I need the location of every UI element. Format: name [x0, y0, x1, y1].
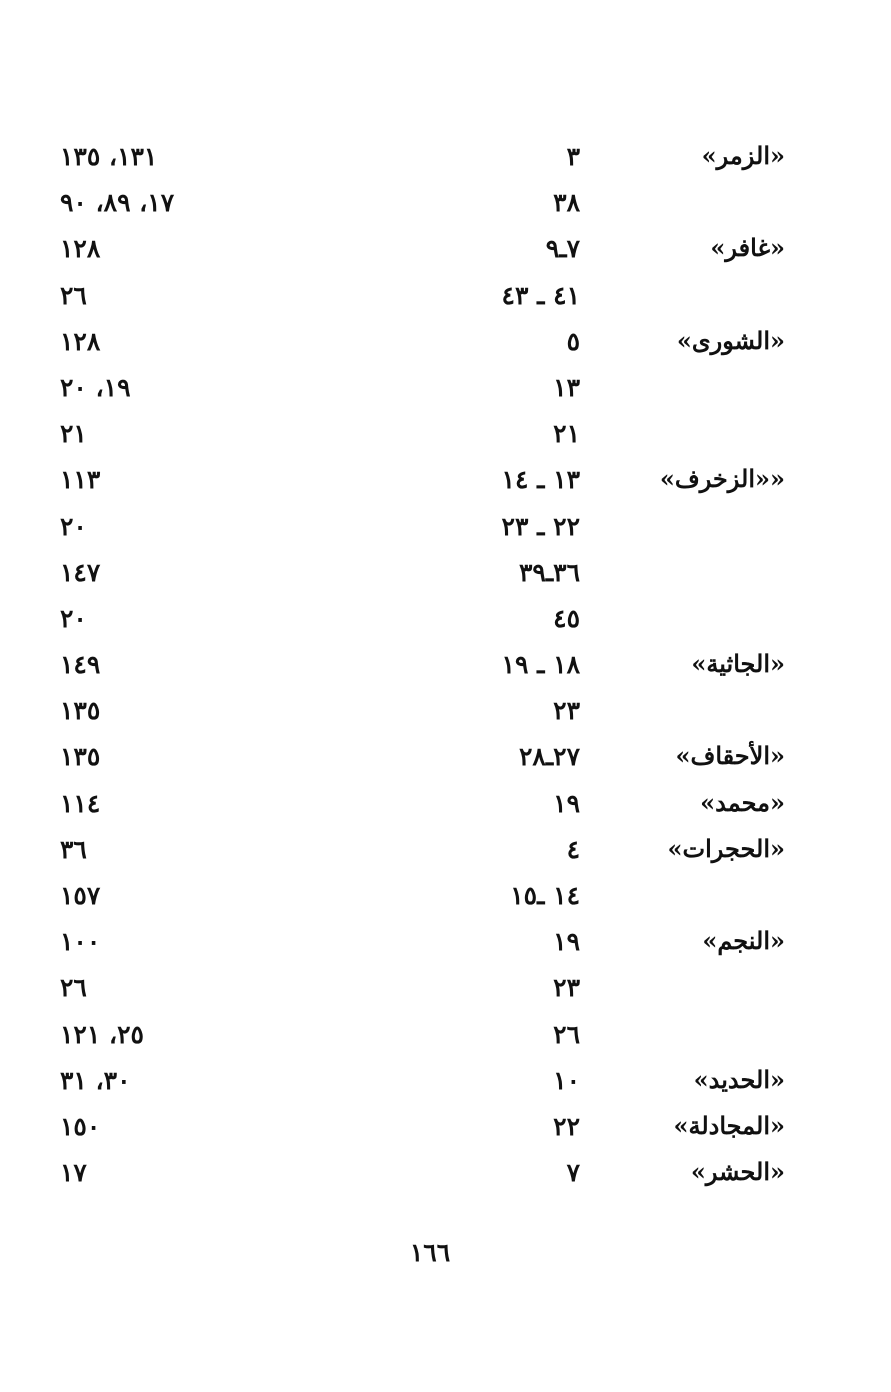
index-row: [60, 230, 785, 276]
surah-name: «الأحقاف»: [675, 741, 785, 771]
surah-name: «الجاثية»: [691, 649, 785, 679]
page-references: ٢٠: [60, 511, 87, 541]
index-row: [60, 831, 785, 877]
surah-name: «الزمر»: [701, 141, 785, 170]
index-row: [60, 461, 785, 507]
page-references: ٢٦: [60, 973, 87, 1003]
page-references: ١٣٥: [60, 742, 101, 772]
ayah-number: ٣٦ـ٣٩: [518, 557, 580, 587]
index-row: [60, 1108, 785, 1154]
index-row: [60, 323, 785, 369]
page-references: ١٢٨: [60, 234, 101, 264]
page-number: ١٦٦: [409, 1238, 451, 1267]
page-references: ١٥٠: [60, 1111, 101, 1141]
index-row: [60, 877, 785, 923]
ayah-number: ٤١ ـ ٤٣: [501, 280, 580, 310]
surah-name: «الشورى»: [676, 325, 785, 355]
index-row: [60, 646, 785, 692]
ayah-number: ٧ـ٩: [545, 234, 580, 264]
ayah-number: ٢٦: [553, 1019, 580, 1049]
ayah-number: ١٣ ـ ١٤: [501, 465, 580, 495]
page-references: ٢٦: [60, 280, 87, 310]
index-row: [60, 1016, 785, 1062]
surah-name: «الحجرات»: [667, 833, 785, 863]
ayah-number: ٥: [566, 326, 580, 356]
index-row: [60, 277, 785, 323]
ayah-number: ٢٣: [553, 696, 580, 726]
surah-name: ««الزخرف»: [659, 464, 785, 494]
surah-name: «غافر»: [710, 233, 785, 263]
index-row: [60, 600, 785, 646]
ayah-number: ٤٥: [553, 603, 580, 633]
ayah-number: ٢٢ ـ ٢٣: [501, 511, 580, 541]
ayah-number: ١٣: [553, 372, 580, 402]
index-row: [60, 184, 785, 230]
surah-name: «المجادلة»: [673, 1110, 785, 1140]
ayah-number: ١٨ ـ ١٩: [501, 650, 580, 680]
ayah-number: ٢٢: [553, 1111, 580, 1141]
surah-name: «الحديد»: [693, 1064, 785, 1094]
index-row: [60, 1062, 785, 1108]
page-references: ٢٥، ١٢١: [60, 1019, 144, 1049]
index-row: [60, 554, 785, 600]
ayah-number: ٢٧ـ٢٨: [518, 742, 580, 772]
ayah-number: ٤: [566, 834, 580, 864]
index-row: [60, 415, 785, 461]
ayah-number: ١٤ ـ١٥: [510, 881, 580, 910]
index-row: [60, 1154, 785, 1200]
index-row: [60, 969, 785, 1015]
page-references: ١٩، ٢٠: [60, 372, 131, 402]
page-references: ١٢٨: [60, 326, 101, 356]
ayah-number: ٢٣: [553, 973, 580, 1003]
ayah-number: ٧: [566, 1158, 580, 1188]
ayah-number: ١٩: [553, 788, 580, 818]
surah-name: «النجم»: [702, 926, 785, 956]
index-row: [60, 923, 785, 969]
page-references: ١٧: [60, 1158, 87, 1188]
page-references: ٣٠، ٣١: [60, 1065, 131, 1095]
ayah-number: ٣٨: [553, 188, 580, 218]
surah-name: «محمد»: [700, 787, 785, 817]
index-row: [60, 508, 785, 554]
index-row: [60, 369, 785, 415]
page-references: ٢١: [60, 419, 87, 449]
ayah-number: ٣: [566, 142, 580, 171]
ayah-number: ١٩: [553, 927, 580, 957]
index-row: [60, 738, 785, 784]
quran-verse-index: [60, 138, 785, 1200]
page-references: ٢٠: [60, 603, 87, 633]
page-references: ١١٤: [60, 788, 101, 818]
index-row: [60, 138, 785, 184]
index-row: [60, 785, 785, 831]
page-references: ١٣١، ١٣٥: [60, 142, 158, 171]
page-references: ١٣٥: [60, 696, 101, 726]
ayah-number: ١٠: [553, 1065, 580, 1095]
page-references: ١٧، ٨٩، ٩٠: [60, 188, 175, 218]
page-references: ١٥٧: [60, 881, 101, 910]
page-references: ٣٦: [60, 834, 87, 864]
page-references: ١٠٠: [60, 927, 101, 957]
page-references: ١٤٩: [60, 650, 101, 680]
ayah-number: ٢١: [553, 419, 580, 449]
page-references: ١٤٧: [60, 557, 101, 587]
index-row: [60, 692, 785, 738]
page-references: ١١٣: [60, 465, 101, 495]
surah-name: «الحشر»: [690, 1157, 785, 1187]
